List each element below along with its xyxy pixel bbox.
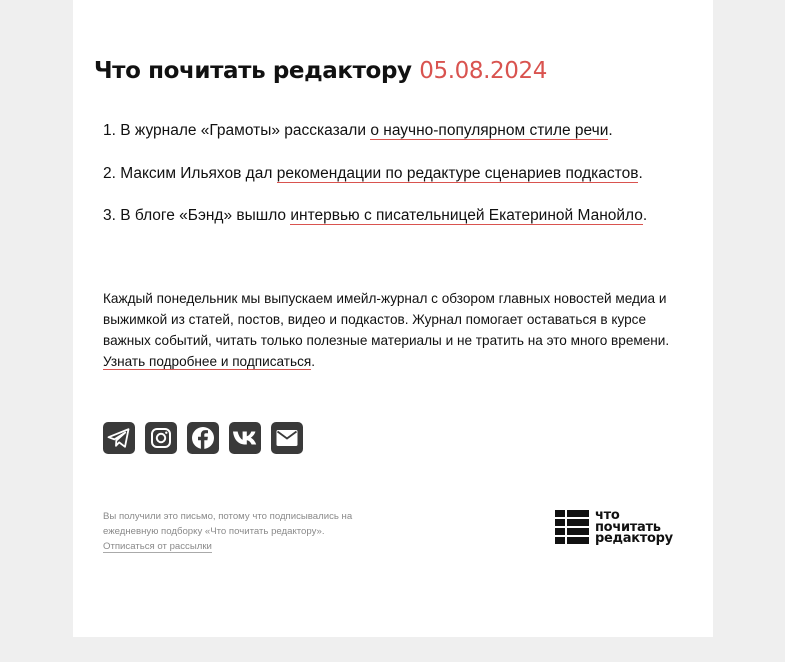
- item-number: 1.: [103, 122, 116, 139]
- list-item: [103, 205, 647, 227]
- issue-date: 05.08.2024: [419, 58, 547, 84]
- brand-logo[interactable]: [555, 510, 673, 545]
- about-text: Каждый понедельник мы выпускаем имейл-журнал с обзором главных новостей медиа и выжимкой из статей, постов, видео и подкастов. Журнал помогает оставаться в курсе важных событий, читать только полезные материалы и не тратить на это много времени.: [103, 291, 670, 348]
- item-number: 3.: [103, 207, 116, 224]
- logo-line: почитать: [595, 519, 661, 535]
- social-links: [103, 422, 303, 454]
- telegram-icon[interactable]: [103, 422, 135, 454]
- page-title: [94, 58, 547, 84]
- title-text: Что почитать редактору: [94, 58, 412, 84]
- article-link-3[interactable]: интервью с писательницей Екатериной Манойло: [290, 207, 643, 224]
- logo-wordmark: [595, 510, 673, 545]
- instagram-icon[interactable]: [145, 422, 177, 454]
- article-list: [103, 120, 647, 248]
- facebook-icon[interactable]: [187, 422, 219, 454]
- item-text: Максим Ильяхов дал: [120, 164, 273, 182]
- item-text: В блоге «Бэнд» вышло: [120, 207, 287, 224]
- footer-notice: [103, 509, 393, 554]
- article-link-1[interactable]: о научно-популярном стиле речи: [370, 122, 609, 139]
- about-punct: .: [311, 354, 316, 369]
- item-number: 2.: [103, 164, 116, 182]
- item-punct: .: [638, 164, 643, 182]
- logo-mark-icon: [555, 510, 589, 544]
- subscribe-link[interactable]: Узнать подробнее и подписаться: [103, 354, 312, 369]
- newsletter-card: [73, 0, 713, 637]
- unsubscribe-link[interactable]: Отписаться от рассылки: [103, 541, 212, 552]
- about-paragraph: [103, 288, 693, 372]
- logo-line: редактору: [595, 531, 673, 546]
- logo-line: что: [595, 508, 620, 523]
- article-link-2[interactable]: рекомендации по редактуре сценариев подкастов: [276, 164, 639, 182]
- list-item: [103, 163, 647, 185]
- footer-notice-text: Вы получили это письмо, потому что подписывались на ежедневную подборку «Что почитать редактору».: [103, 511, 353, 537]
- vk-icon[interactable]: [229, 422, 261, 454]
- item-punct: .: [642, 207, 648, 224]
- item-punct: .: [608, 122, 613, 139]
- list-item: [103, 120, 647, 142]
- email-icon[interactable]: [271, 422, 303, 454]
- item-text: В журнале «Грамоты» рассказали: [120, 122, 367, 139]
